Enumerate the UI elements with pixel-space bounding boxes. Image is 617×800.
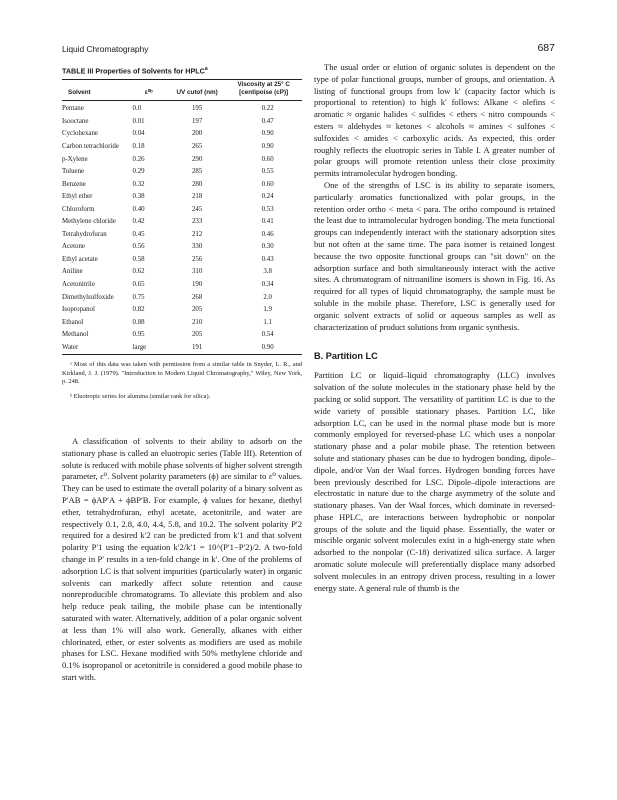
section-heading-partition-lc: B. Partition LC [314, 351, 378, 362]
table-row [62, 316, 302, 329]
left-column-table-block [62, 62, 302, 408]
cell-solvent: Acetone [62, 243, 85, 251]
table-row [62, 279, 302, 292]
cell-solvent: p-Xylene [62, 155, 88, 163]
table-row [62, 241, 302, 254]
cell-uv-cutoff: 200 [191, 130, 203, 138]
cell-solvent: Pentane [62, 105, 84, 113]
cell-solvent: Tetrahydrofuran [62, 230, 107, 238]
cell-uv-cutoff: 210 [191, 318, 203, 326]
cell-uv-cutoff: 212 [191, 230, 203, 238]
cell-uv-cutoff: 285 [191, 168, 203, 176]
cell-uv-cutoff: 197 [191, 117, 203, 125]
cell-eluotropic: 0.42 [132, 218, 145, 226]
cell-solvent: Toluene [62, 168, 85, 176]
cell-uv-cutoff: 310 [191, 268, 203, 276]
cell-eluotropic: 0.56 [132, 243, 145, 251]
cell-eluotropic: 0.26 [132, 155, 145, 163]
solvent-properties-table [62, 79, 302, 355]
cell-viscosity: 1.1 [263, 318, 272, 326]
cell-viscosity: 0.90 [261, 130, 274, 138]
col-header-uv-cutoff: UV cutof (nm) [176, 89, 218, 97]
running-head: Liquid Chromatography [62, 44, 149, 54]
paragraph-elution-order: The usual order or elution of organic solutes is dependent on the type of polar functional groups, number of groups, and orientation. A listing of functional groups from low k′ (capacity factor which is proportional to retention) to high k′ follows: Alkane < olefins < aromatic ≈ organic halides < sulfides < ethers < nitro compounds < esters ≈ aldehydes ≈ ketones < alcohols ≈ amines < sulfones < sulfoxides < amides < carboxylic acids. As expected, this order roughly reflects the eluotropic series in Table I. A greater number of polar groups will promote retention unless their close proximity permits intramolecular hydrogen bonding. [314, 62, 555, 179]
cell-viscosity: 0.54 [261, 331, 274, 339]
cell-solvent: Methanol [62, 331, 89, 339]
cell-viscosity: 0.24 [261, 193, 274, 201]
left-column-text [62, 436, 302, 684]
cell-eluotropic: 0.29 [132, 168, 145, 176]
cell-eluotropic: 0.0 [132, 105, 142, 113]
cell-uv-cutoff: 268 [191, 293, 203, 301]
cell-solvent: Isooctane [62, 117, 89, 125]
cell-uv-cutoff: 205 [191, 331, 203, 339]
table-row [62, 166, 302, 179]
cell-viscosity: 0.47 [261, 117, 274, 125]
table-row [62, 229, 302, 242]
cell-viscosity: 0.41 [261, 218, 274, 226]
table-row [62, 141, 302, 154]
table-row [62, 216, 302, 229]
cell-uv-cutoff: 280 [191, 180, 203, 188]
table-row [62, 266, 302, 279]
cell-viscosity: 2.0 [263, 293, 272, 301]
cell-uv-cutoff: 245 [191, 205, 203, 213]
cell-viscosity: 0.60 [261, 180, 274, 188]
cell-viscosity: 0.90 [261, 143, 274, 151]
cell-uv-cutoff: 233 [191, 218, 203, 226]
table-footnote-a: ᵃ Most of this data was taken with permission from a similar table in Snyder, L. R., and Kirkland, J. J. (1979). "Introduction to Modern Liquid Chromatography," Wiley, New York, p. 248. [62, 361, 302, 386]
cell-solvent: Water [62, 343, 79, 351]
cell-eluotropic: 0.82 [132, 306, 145, 314]
cell-solvent: Carbon tetrachloride [62, 143, 119, 151]
cell-viscosity: 0.22 [261, 105, 274, 113]
cell-solvent: Chloroform [62, 205, 95, 213]
cell-solvent: Benzene [62, 180, 86, 188]
cell-eluotropic: 0.04 [132, 130, 145, 138]
cell-eluotropic: 0.58 [132, 255, 145, 263]
table-row [62, 329, 302, 342]
table-row [62, 178, 302, 191]
table-row [62, 304, 302, 317]
table-title-footnote-mark: a [204, 66, 208, 72]
cell-uv-cutoff: 218 [191, 193, 203, 201]
table-footnote-b: ᵇ Eluotropic series for alumina (similar rank for silica). [70, 393, 211, 401]
cell-viscosity: 0.46 [261, 230, 274, 238]
cell-viscosity: 0.34 [261, 281, 274, 289]
cell-solvent: Methylene chloride [62, 218, 116, 226]
table-body [62, 101, 302, 355]
table-row [62, 254, 302, 267]
col-header-solvent: Solvent [68, 89, 91, 97]
cell-eluotropic: 0.32 [132, 180, 145, 188]
right-column-text [314, 62, 555, 594]
cell-eluotropic: 0.62 [132, 268, 145, 276]
cell-eluotropic: 0.45 [132, 230, 145, 238]
table-row [62, 203, 302, 216]
cell-viscosity: 0.60 [261, 155, 274, 163]
table-row [62, 191, 302, 204]
cell-eluotropic: 0.38 [132, 193, 145, 201]
cell-uv-cutoff: 290 [191, 155, 203, 163]
paragraph-partition-lc: Partition LC or liquid–liquid chromatography (LLC) involves solvation of the solute molecules in the stationary phase held by the packing or solid support. The versatility of partition LC is due to the wide variety of possible stationary phases. Partition LC, like adsorption LC, can be used in the normal phase mode but is more commonly employed for reversed-phase LC which uses a nonpolar stationary phase and a polar mobile phase. The retention between solute and stationary phases can be due to hydrogen bonding, dipole–dipole, and/or Van der Waal forces. Hydrogen bonding forces have been previously described for LSC. Dipole–dipole interactions are electrostatic in nature due to the charge asymmetry of the solute and stationary phases. Van der Waal forces, which dominate in reversed-phase HPLC, are interactions between hydrophobic or nonpolar groups of the solute and the liquid phase. Essentially, the water or miscible organic solvent molecules exist in a high-energy state when adsorbed to the nonpolar (C-18) derivatized silica surface. A larger aromatic solute molecule will preferentially displace many adsorbed solvent molecules in an entropy driven process, resulting in a lower energy state. A general rule of thumb is the [314, 370, 555, 593]
cell-solvent: Dimethylsulfoxide [62, 293, 114, 301]
cell-solvent: Aniline [62, 268, 83, 276]
cell-solvent: Ethyl acetate [62, 255, 98, 263]
table-row [62, 116, 302, 129]
cell-uv-cutoff: 265 [191, 143, 203, 151]
cell-solvent: Ethanol [62, 318, 84, 326]
page-number: 687 [537, 42, 555, 54]
table-row [62, 153, 302, 166]
cell-viscosity: 0.43 [261, 255, 274, 263]
cell-solvent: Isopropanol [62, 306, 95, 314]
cell-uv-cutoff: 330 [191, 243, 203, 251]
cell-eluotropic: 0.65 [132, 281, 145, 289]
cell-uv-cutoff: 195 [191, 105, 203, 113]
table-title: TABLE III Properties of Solvents for HPLC$^a$ [62, 66, 208, 76]
table-row [62, 342, 302, 355]
cell-solvent: Acetonitrile [62, 281, 95, 289]
cell-solvent: Ethyl ether [62, 193, 93, 201]
cell-viscosity: 0.53 [261, 205, 274, 213]
cell-viscosity: 0.90 [261, 343, 274, 351]
cell-viscosity: 3.8 [263, 268, 272, 276]
cell-eluotropic: 0.40 [132, 205, 145, 213]
table-row [62, 128, 302, 141]
cell-uv-cutoff: 256 [191, 255, 203, 263]
paragraph-eluotropic-series: A classification of solvents to their ability to adsorb on the stationary phase is called an eluotropic series (Table III). Retention of solute is reduced with mobile phase solvents of higher solvent strength parameter, ε⁰. Solvent polarity parameters (ϕ) are similar to ε⁰ values. They can be used to estimate the overall polarity of a binary solvent as P′AB = ϕAP′A + ϕBP′B. For example, ϕ values for hexane, diethyl ether, tetrahydrofuran, ethyl acetate, acetonitrile, and water are respectively 0.1, 2.8, 4.0, 4.4, 5.8, and 10.2. The solvent polarity P′2 required for a desired k′2 can be predicted from k′1 and that solvent polarity P′1 using the equation k′2/k′1 = 10^(P′1−P′2)/2. A two-fold change in P′ results in a ten-fold change in k′. One of the problems of adsorption LC is that solvent impurities (particularly water) in organic solvents can markedly affect solute retention and cause nonreproducible chromatograms. To alleviate this problem and also help reduce peak tailing, the mobile phase can be intentionally saturated with water. Alternatively, addition of a polar organic solvent at less than 1% will also work. Generally, alkanes with either chlorinated, ether, or ester solvents as modifiers are used as mobile phases for LSC. Hexane modified with 50% methylene chloride and 0.1% isopropanol or acetonitrile is considered a good mobile phase to start with. [62, 436, 302, 682]
col-header-eluotropic: ε⁰ᵇ [144, 89, 153, 97]
cell-uv-cutoff: 190 [191, 281, 203, 289]
table-row [62, 101, 302, 116]
cell-uv-cutoff: 205 [191, 306, 203, 314]
cell-eluotropic: 0.95 [132, 331, 145, 339]
cell-eluotropic: 0.01 [132, 117, 145, 125]
table-row [62, 291, 302, 304]
cell-viscosity: 0.30 [261, 243, 274, 251]
paragraph-isomer-separation: One of the strengths of LSC is its ability to separate isomers, particularly aromatics functionalized with polar groups, in the retention order ortho < meta < para. The ortho compound is retained the least due to intramolecular hydrogen bonding. The meta functional groups can independently interact with the stationary adsorption sites but not often at the same time. The para isomer is retained longest because the two opposite functional groups can "sit down" on the adsorption surface and both simultaneously interact with the active sites. A chromatogram of nitroaniline isomers is shown in Fig. 16. As required for all types of liquid chromatography, the sample must be soluble in the mobile phase. Therefore, LSC is generally used for organic solvent extracts of solid or aqueous samples as well as characterization of product solutions from organic synthesis. [314, 179, 555, 332]
cell-eluotropic: 0.75 [132, 293, 145, 301]
cell-uv-cutoff: 191 [191, 343, 203, 351]
table-header-row [62, 80, 302, 101]
cell-eluotropic: 0.18 [132, 143, 145, 151]
cell-viscosity: 0.55 [261, 168, 274, 176]
cell-solvent: Cyclohexane [62, 130, 98, 138]
cell-viscosity: 1.9 [263, 306, 272, 314]
col-header-viscosity: Viscosity at 25° C [centipoise (cP)] [237, 81, 290, 97]
cell-eluotropic: large [132, 343, 147, 351]
cell-eluotropic: 0.88 [132, 318, 145, 326]
